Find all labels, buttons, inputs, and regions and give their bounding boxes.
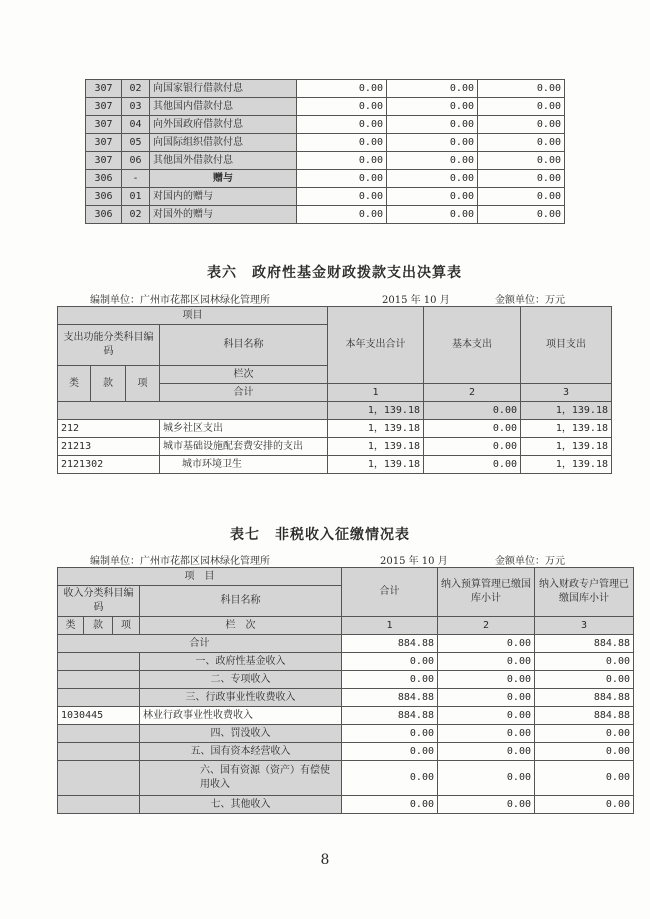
row-code: 212 [58, 420, 160, 438]
table6-header-item: 项目 [58, 307, 328, 325]
row-special: 884.88 [535, 707, 634, 725]
table7-header-code: 收入分类科目编码 [58, 586, 140, 617]
row-basic: 0.00 [424, 438, 521, 456]
row-subject-name: 林业行政事业性收费收入 [140, 707, 342, 725]
row-basic: 0.00 [387, 80, 478, 98]
row-special: 0.00 [535, 653, 634, 671]
row-budget: 0.00 [438, 653, 535, 671]
row-subject-name: 城市基础设施配套费安排的支出 [160, 438, 328, 456]
row-basic: 0.00 [387, 170, 478, 188]
row-subject-name: 城市环境卫生 [160, 456, 328, 474]
row-total: 884.88 [342, 689, 438, 707]
row-project: 0.00 [478, 152, 565, 170]
row-subject-name: 对国外的赠与 [150, 206, 297, 224]
row-basic: 0.00 [387, 98, 478, 116]
row-item-code: 02 [122, 80, 150, 98]
row-subject-name: 向国家银行借款付息 [150, 80, 297, 98]
row-total: 0.00 [297, 134, 387, 152]
table7-org: 编制单位：广州市花都区园林绿化管理所 [90, 556, 270, 567]
table6-org: 编制单位：广州市花都区园林绿化管理所 [90, 295, 270, 306]
table6-header-basic: 基本支出 [424, 307, 521, 384]
row-class-code: 307 [86, 80, 122, 98]
row-special: 884.88 [535, 689, 634, 707]
table7-xiang: 项 [113, 617, 140, 635]
table-row [86, 188, 565, 206]
table6-unit: 金额单位：万元 [495, 295, 565, 306]
row-subject-name: 城乡社区支出 [160, 420, 328, 438]
row-total: 0.00 [342, 761, 438, 796]
row-code [58, 743, 140, 761]
row-special: 0.00 [535, 743, 634, 761]
table7-header-name: 科目名称 [140, 586, 342, 617]
row-basic: 0.00 [387, 152, 478, 170]
row-item-code: 05 [122, 134, 150, 152]
row-total: 0.00 [297, 152, 387, 170]
table7-date: 2015 年 10 月 [380, 556, 448, 567]
row-total: 884.88 [342, 707, 438, 725]
row-item-code: 03 [122, 98, 150, 116]
table-row [86, 98, 565, 116]
table7-sum-total: 884.88 [342, 635, 438, 653]
row-code [58, 761, 140, 796]
row-code [58, 725, 140, 743]
table-row [58, 725, 634, 743]
row-project: 0.00 [478, 116, 565, 134]
row-basic: 0.00 [424, 420, 521, 438]
table7-col2: 2 [438, 617, 535, 635]
row-code [58, 689, 140, 707]
table7-col-label: 栏 次 [140, 617, 342, 635]
table7-col1: 1 [342, 617, 438, 635]
row-subject-name: 三、行政事业性收费收入 [140, 689, 342, 707]
row-subject-name: 赠与 [150, 170, 297, 188]
row-item-code: 04 [122, 116, 150, 134]
row-special: 0.00 [535, 761, 634, 796]
table7-sum-label: 合计 [58, 635, 342, 653]
row-special: 0.00 [535, 671, 634, 689]
row-subject-name: 一、政府性基金收入 [140, 653, 342, 671]
row-project: 1，139.18 [521, 438, 612, 456]
row-project: 0.00 [478, 98, 565, 116]
table6-title: 表六 政府性基金财政拨款支出决算表 [207, 265, 462, 281]
table7-sum-budget: 0.00 [438, 635, 535, 653]
row-basic: 0.00 [387, 206, 478, 224]
row-total: 0.00 [297, 98, 387, 116]
table-row [58, 707, 634, 725]
row-subject-name: 二、专项收入 [140, 671, 342, 689]
table6-col3: 3 [521, 384, 612, 402]
table7-header-item: 项 目 [58, 568, 342, 586]
row-class-code: 307 [86, 152, 122, 170]
table6-col2: 2 [424, 384, 521, 402]
table-row [58, 456, 612, 474]
table5-continued [85, 79, 565, 224]
row-total: 0.00 [297, 188, 387, 206]
row-budget: 0.00 [438, 743, 535, 761]
table-row [58, 689, 634, 707]
table-row [86, 116, 565, 134]
table6-sum-project: 1，139.18 [521, 402, 612, 420]
row-budget: 0.00 [438, 796, 535, 814]
row-subject-name: 其他国外借款付息 [150, 152, 297, 170]
row-total: 0.00 [297, 80, 387, 98]
table6-col1: 1 [328, 384, 424, 402]
row-special: 0.00 [535, 796, 634, 814]
table6 [57, 306, 612, 474]
table-row [86, 206, 565, 224]
row-item-code: 02 [122, 206, 150, 224]
table-row [58, 671, 634, 689]
table6-header-name: 科目名称 [160, 325, 328, 366]
row-project: 0.00 [478, 206, 565, 224]
row-total: 1，139.18 [328, 420, 424, 438]
table7-col3: 3 [535, 617, 634, 635]
row-total: 1，139.18 [328, 456, 424, 474]
row-basic: 0.00 [424, 456, 521, 474]
table-row [58, 653, 634, 671]
row-total: 0.00 [342, 743, 438, 761]
table7 [57, 567, 634, 814]
row-subject-name: 六、国有资源（资产）有偿使用收入 [140, 761, 342, 796]
table6-sum-total: 1，139.18 [328, 402, 424, 420]
row-subject-name: 向国际组织借款付息 [150, 134, 297, 152]
table6-kuan: 款 [91, 366, 126, 402]
table7-lei: 类 [58, 617, 84, 635]
table7-title: 表七 非税收入征缴情况表 [230, 527, 410, 543]
row-item-code: - [122, 170, 150, 188]
row-project: 0.00 [478, 188, 565, 206]
row-subject-name: 七、其他收入 [140, 796, 342, 814]
row-item-code: 01 [122, 188, 150, 206]
row-budget: 0.00 [438, 761, 535, 796]
table-row [86, 152, 565, 170]
row-total: 0.00 [342, 796, 438, 814]
row-code: 1030445 [58, 707, 140, 725]
row-code [58, 796, 140, 814]
table6-sum-label: 合计 [160, 384, 328, 402]
row-project: 1，139.18 [521, 420, 612, 438]
table6-header-total: 本年支出合计 [328, 307, 424, 384]
row-total: 0.00 [297, 206, 387, 224]
row-subject-name: 向外国政府借款付息 [150, 116, 297, 134]
row-budget: 0.00 [438, 707, 535, 725]
row-basic: 0.00 [387, 188, 478, 206]
row-class-code: 306 [86, 170, 122, 188]
row-total: 0.00 [342, 671, 438, 689]
row-subject-name: 对国内的赠与 [150, 188, 297, 206]
table-row [58, 743, 634, 761]
row-class-code: 307 [86, 98, 122, 116]
table7-header-special: 纳入财政专户管理已缴国库小计 [535, 568, 634, 617]
table-row [58, 761, 634, 796]
table-row [58, 420, 612, 438]
row-total: 0.00 [342, 653, 438, 671]
row-budget: 0.00 [438, 725, 535, 743]
row-class-code: 306 [86, 206, 122, 224]
row-budget: 0.00 [438, 689, 535, 707]
row-code [58, 671, 140, 689]
row-class-code: 307 [86, 116, 122, 134]
table-row [86, 80, 565, 98]
row-class-code: 306 [86, 188, 122, 206]
row-item-code: 06 [122, 152, 150, 170]
page-number: 8 [320, 852, 330, 868]
row-subject-name: 其他国内借款付息 [150, 98, 297, 116]
table6-header-code: 支出功能分类科目编码 [58, 325, 160, 366]
row-total: 0.00 [297, 170, 387, 188]
row-project: 0.00 [478, 80, 565, 98]
row-code: 21213 [58, 438, 160, 456]
row-basic: 0.00 [387, 134, 478, 152]
row-subject-name: 四、罚没收入 [140, 725, 342, 743]
table6-sum-basic: 0.00 [424, 402, 521, 420]
row-code [58, 653, 140, 671]
row-project: 0.00 [478, 170, 565, 188]
table7-header-budget: 纳入预算管理已缴国库小计 [438, 568, 535, 617]
table-row [86, 170, 565, 188]
row-special: 0.00 [535, 725, 634, 743]
table6-lei: 类 [58, 366, 91, 402]
table-row [58, 796, 634, 814]
table7-sum-special: 884.88 [535, 635, 634, 653]
table6-xiang: 项 [126, 366, 160, 402]
table6-date: 2015 年 10 月 [382, 295, 450, 306]
row-total: 1，139.18 [328, 438, 424, 456]
row-basic: 0.00 [387, 116, 478, 134]
row-subject-name: 五、国有资本经营收入 [140, 743, 342, 761]
row-budget: 0.00 [438, 671, 535, 689]
row-total: 0.00 [342, 725, 438, 743]
table6-col-label: 栏次 [160, 366, 328, 384]
table7-header-total: 合计 [342, 568, 438, 617]
row-class-code: 307 [86, 134, 122, 152]
table-row [86, 134, 565, 152]
table-row [58, 438, 612, 456]
table6-header-project: 项目支出 [521, 307, 612, 384]
table7-unit: 金额单位：万元 [495, 556, 565, 567]
row-total: 0.00 [297, 116, 387, 134]
row-project: 1，139.18 [521, 456, 612, 474]
row-project: 0.00 [478, 134, 565, 152]
table7-kuan: 款 [84, 617, 113, 635]
row-code: 2121302 [58, 456, 160, 474]
